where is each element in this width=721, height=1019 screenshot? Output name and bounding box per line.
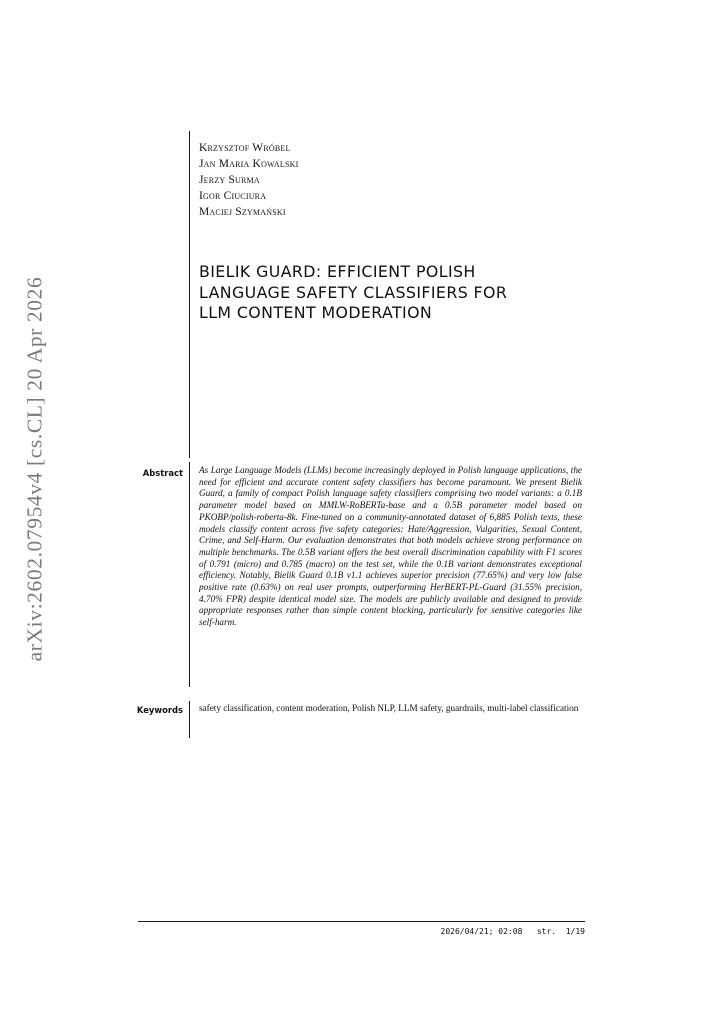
abstract-label: Abstract [142,468,183,478]
author-name: Igor Ciuciura [199,190,267,202]
paper-title-line: LLM CONTENT MODERATION [199,303,433,322]
author-name: Jerzy Surma [199,174,260,186]
title-block-rule [189,131,190,458]
author-name: Jan Maria Kowalski [199,158,299,170]
keywords-text: safety classification, content moderation, Polish NLP, LLM safety, guardrails, multi-label classification [199,703,579,713]
paper-title-line: LANGUAGE SAFETY CLASSIFIERS FOR [199,282,508,302]
arxiv-identifier-stamp [18,276,51,662]
footer-page-info: 2026/04/21; 02:08 str. 1/19 [440,927,585,936]
abstract-rule [189,462,190,687]
paper-title [199,262,599,324]
footer-rule [138,921,585,922]
paper-title-line: BIELIK GUARD: EFFICIENT POLISH [199,262,476,281]
keywords-rule [189,701,190,738]
keywords-label: Keywords [136,705,183,715]
arxiv-identifier-text: arXiv:2602.07954v4 [cs.CL] 20 Apr 2026 [22,276,46,662]
author-name: Krzysztof Wróbel [199,142,291,154]
abstract-text: As Large Language Models (LLMs) become increasingly deployed in Polish language applications, the need for efficient and accurate content safety classifiers has become paramount. We present Bielik Guard, a family of compact Polish language safety classifiers comprising two model variants: a 0.1B parameter model based on MMLW-RoBERTa-base and a 0.5B parameter model based on PKOBP/polish-roberta-8k. Fine-tuned on a community-annotated dataset of 6,885 Polish texts, these models classify content across five safety categories: Hate/Aggression, Vulgarities, Sexual Content, Crime, and Self-Harm. Our evaluation demonstrates that both models achieve strong performance on multiple benchmarks. The 0.5B variant offers the best overall discrimination capability with F1 scores of 0.791 (micro) and 0.785 (macro) on the test set, while the 0.1B variant demonstrates exceptional efficiency. Notably, Bielik Guard 0.1B v1.1 achieves superior precision (77.65%) and very low false positive rate (0.63%) on real user prompts, outperforming HerBERT-PL-Guard (31.55% precision, 4.70% FPR) despite identical model size. The models are publicly available and designed to provide appropriate responses rather than simple content blocking, particularly for sensitive categories like self-harm. [199,465,582,628]
author-list [199,140,298,220]
author-name: Maciej Szymański [199,206,286,218]
